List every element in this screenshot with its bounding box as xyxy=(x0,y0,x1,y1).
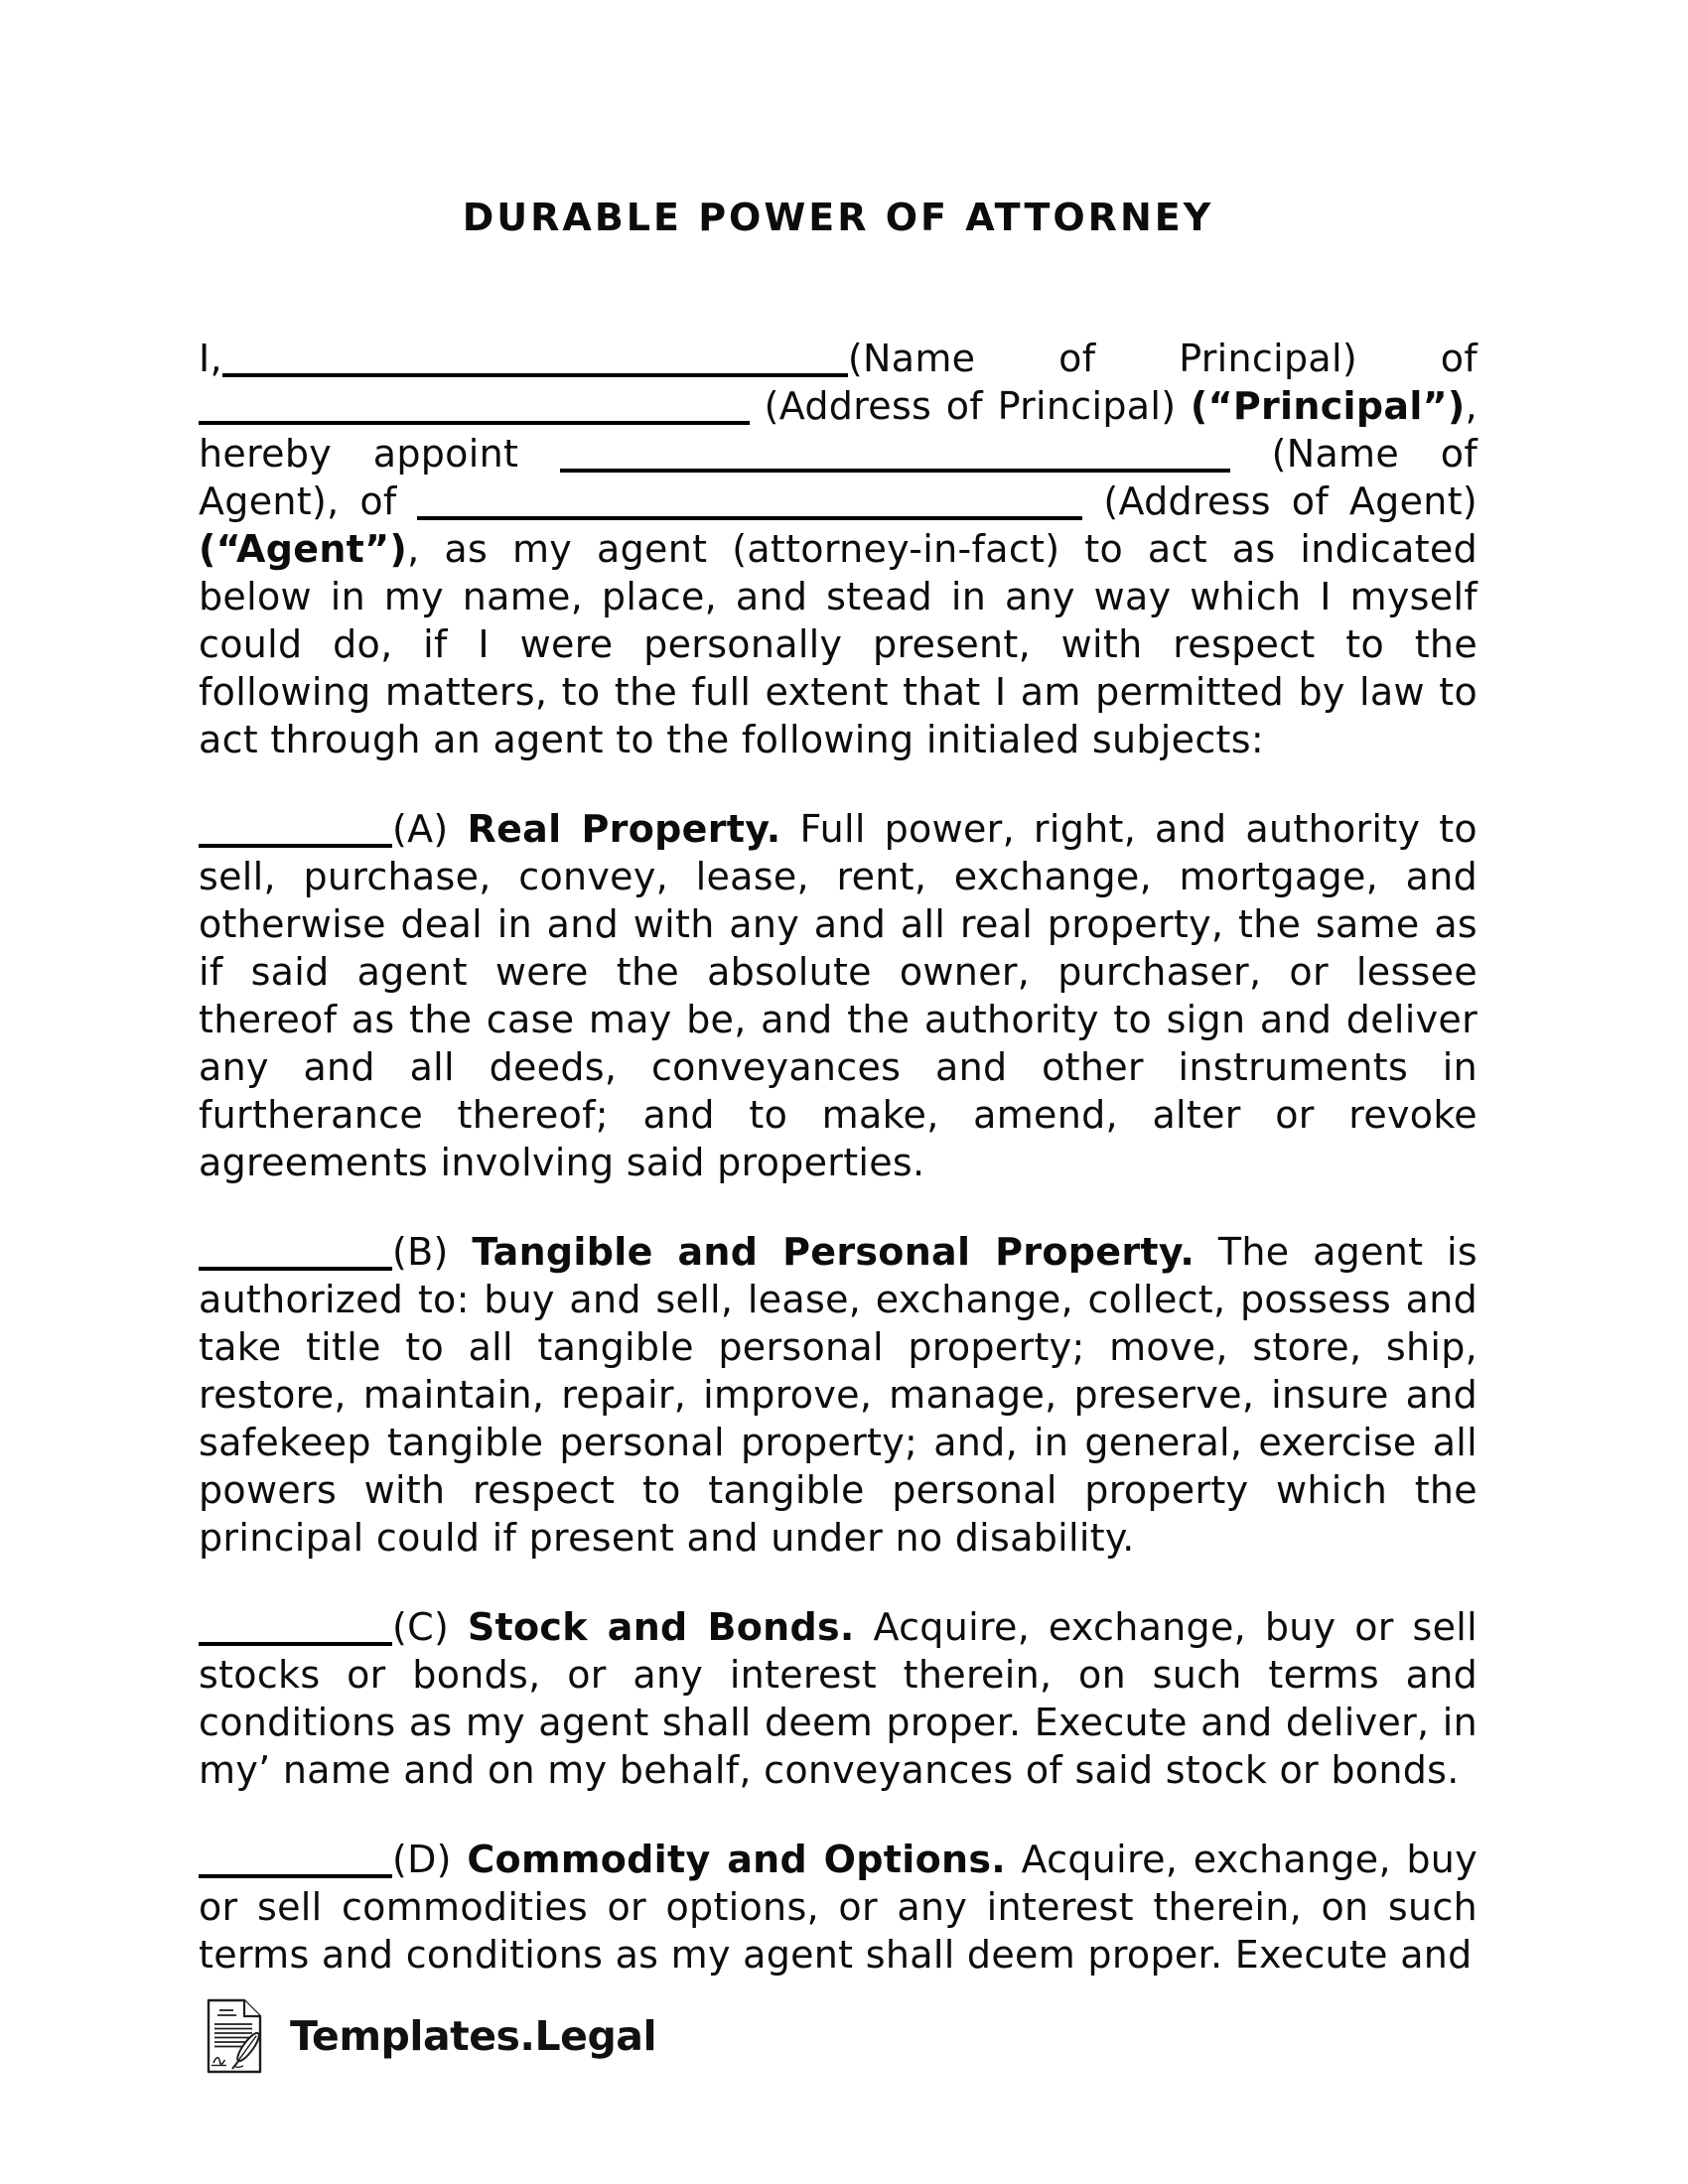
section-body: The agent is authorized to: buy and sell, lease, exchange, collect, possess and take title to all tangible personal property; move, store, ship, restore, maintain, repair, improve, manage, preserve, insure and safekeep tangible personal property; and, in general, exercise all powers with respect to tangible personal property which the principal could if present and under no disability. xyxy=(199,1230,1478,1560)
section-paragraph-D xyxy=(199,1836,1477,1979)
section-body: Acquire, exchange, buy or sell commodities or options, or any interest therein, on such terms and conditions as my agent shall deem proper. Execute and xyxy=(199,1838,1477,1977)
text-segment: I, xyxy=(199,337,222,380)
section-heading: Stock and Bonds. xyxy=(467,1605,855,1649)
section-heading: Tangible and Personal Property. xyxy=(472,1230,1196,1274)
text-segment: , as my agent (attorney-in-fact) to act as indicated below in my name, place, and stead in any way which I myself could do, if I were personally present, with respect to the following matters, to the full extent that I am permitted by law to act through an agent to the following initialed subjects: xyxy=(199,527,1477,761)
blank-initials-C xyxy=(199,1608,392,1646)
section-label: (C) xyxy=(392,1605,468,1649)
blank-address-of-agent xyxy=(417,482,1082,520)
section-label: (A) xyxy=(392,807,468,851)
document-title: DURABLE POWER OF ATTORNEY xyxy=(462,196,1214,239)
text-segment: (Name of Agent), of xyxy=(199,432,1478,523)
intro-paragraph xyxy=(199,335,1477,763)
section-body: Full power, right, and authority to sell, purchase, convey, lease, rent, exchange, mortgage, and otherwise deal in and with any and all real property, the same as if said agent were the absolute owner, purchaser, or lessee thereof as the case may be, and the authority to sign and deliver any and all deeds, conveyances and other instruments in furtherance thereof; and to make, amend, alter or revoke agreements involving said properties. xyxy=(199,807,1477,1184)
brand-name: Templates.Legal xyxy=(290,2012,657,2060)
section-heading: Commodity and Options. xyxy=(467,1838,1006,1881)
section-body: Acquire, exchange, buy or sell stocks or bonds, or any interest therein, on such terms and conditions as my agent shall deem proper. Execute and deliver, in my’ name and on my behalf, conveyances of said stock or bonds. xyxy=(199,1605,1477,1792)
section-paragraph-C xyxy=(199,1603,1477,1794)
blank-name-of-agent xyxy=(560,435,1230,473)
document-content xyxy=(199,0,1477,1979)
text-segment: (“Principal”) xyxy=(1190,384,1466,428)
blank-address-of-principal xyxy=(199,387,750,425)
section-paragraph-A xyxy=(199,805,1477,1186)
document-pen-icon xyxy=(203,1997,266,2075)
text-segment: (Name of Principal) of xyxy=(847,337,1477,380)
text-segment: (Address of Principal) xyxy=(750,384,1191,428)
blank-initials-D xyxy=(199,1841,392,1878)
section-label: (D) xyxy=(392,1838,468,1881)
sections xyxy=(199,805,1477,1979)
text-segment: , hereby appoint xyxy=(199,384,1477,476)
blank-initials-B xyxy=(199,1233,392,1271)
footer-brand xyxy=(203,1997,656,2075)
section-label: (B) xyxy=(392,1230,473,1274)
blank-name-of-principal xyxy=(222,340,848,377)
section-heading: Real Property. xyxy=(467,807,781,851)
section-paragraph-B xyxy=(199,1228,1477,1562)
text-segment: (Address of Agent) xyxy=(1082,479,1477,523)
text-segment: (“Agent”) xyxy=(199,527,408,571)
blank-initials-A xyxy=(199,810,392,848)
